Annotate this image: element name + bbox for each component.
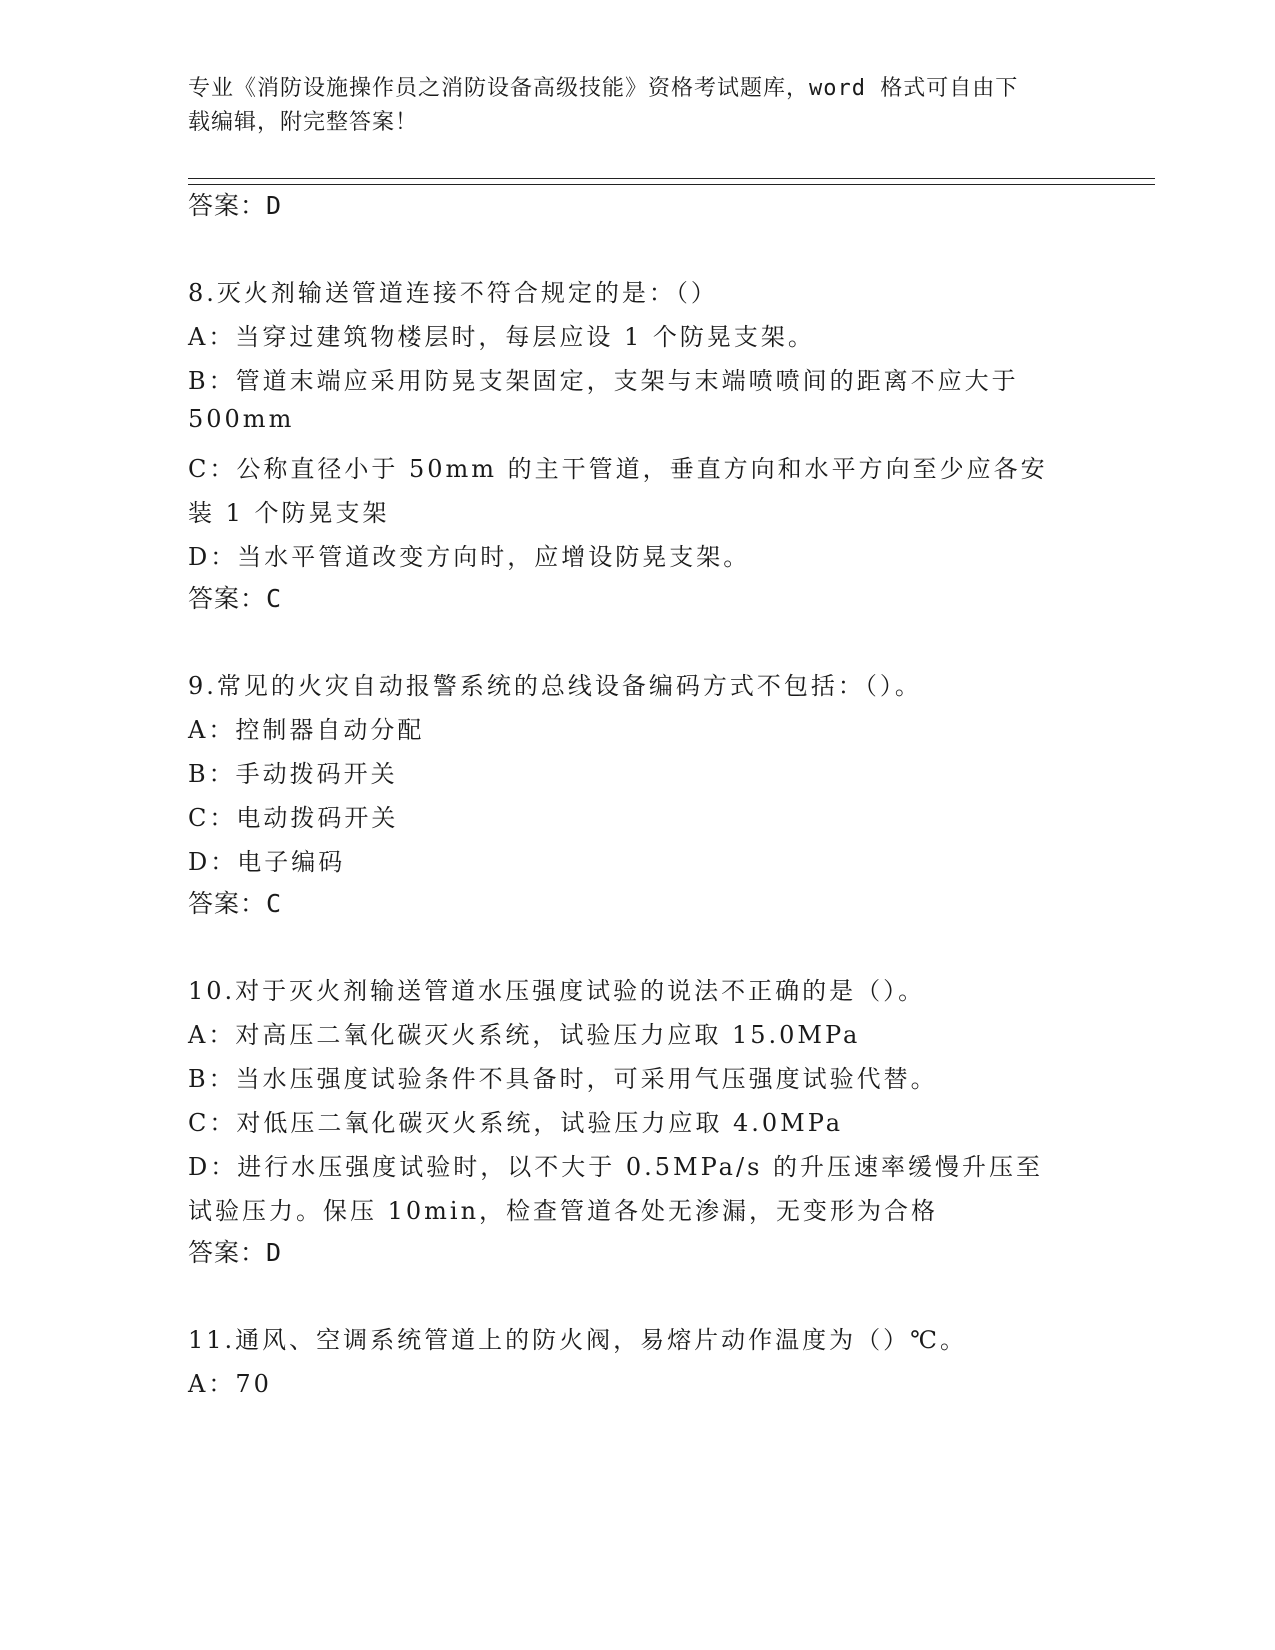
option-d: D：电子编码 bbox=[188, 848, 346, 876]
header-line-1: 专业《消防设施操作员之消防设备高级技能》资格考试题库，word 格式可自由下 bbox=[188, 76, 1019, 101]
answer-label: 答案：C bbox=[188, 889, 283, 918]
previous-answer: 答案：D bbox=[188, 191, 283, 220]
option-a: A：对高压二氧化碳灭火系统，试验压力应取 15.0MPa bbox=[188, 1021, 861, 1049]
option-b: B：管道末端应采用防晃支架固定，支架与末端喷喷间的距离不应大于 bbox=[188, 367, 1019, 395]
option-d: D：进行水压强度试验时，以不大于 0.5MPa/s 的升压速率缓慢升压至 bbox=[188, 1153, 1044, 1181]
question-stem: 8.灭火剂输送管道连接不符合规定的是：（） bbox=[188, 279, 718, 307]
option-b: B：当水压强度试验条件不具备时，可采用气压强度试验代替。 bbox=[188, 1065, 938, 1093]
option-b-continued: 500mm bbox=[188, 405, 295, 433]
option-c: C：电动拨码开关 bbox=[188, 804, 399, 832]
option-a: A：70 bbox=[188, 1370, 272, 1398]
answer-label: 答案：D bbox=[188, 1238, 283, 1267]
option-c: C：对低压二氧化碳灭火系统，试验压力应取 4.0MPa bbox=[188, 1109, 844, 1137]
question-stem: 10.对于灭火剂输送管道水压强度试验的说法不正确的是（）。 bbox=[188, 977, 926, 1005]
option-c-continued: 装 1 个防晃支架 bbox=[188, 499, 390, 527]
option-c: C：公称直径小于 50mm 的主干管道，垂直方向和水平方向至少应各安 bbox=[188, 455, 1048, 483]
header-divider-top bbox=[188, 178, 1155, 179]
option-a: A：控制器自动分配 bbox=[188, 716, 425, 744]
header-line-2: 载编辑，附完整答案！ bbox=[188, 110, 419, 135]
header-divider-bottom bbox=[188, 184, 1155, 185]
option-d-continued: 试验压力。保压 10min，检查管道各处无渗漏，无变形为合格 bbox=[188, 1197, 939, 1225]
answer-label: 答案：C bbox=[188, 584, 283, 613]
option-b: B：手动拨码开关 bbox=[188, 760, 398, 788]
question-stem: 11.通风、空调系统管道上的防火阀，易熔片动作温度为（）℃。 bbox=[188, 1326, 968, 1354]
option-d: D：当水平管道改变方向时，应增设防晃支架。 bbox=[188, 543, 751, 571]
option-a: A：当穿过建筑物楼层时，每层应设 1 个防晃支架。 bbox=[188, 323, 815, 351]
document-header bbox=[188, 72, 1078, 140]
question-stem: 9.常见的火灾自动报警系统的总线设备编码方式不包括：（）。 bbox=[188, 672, 922, 700]
